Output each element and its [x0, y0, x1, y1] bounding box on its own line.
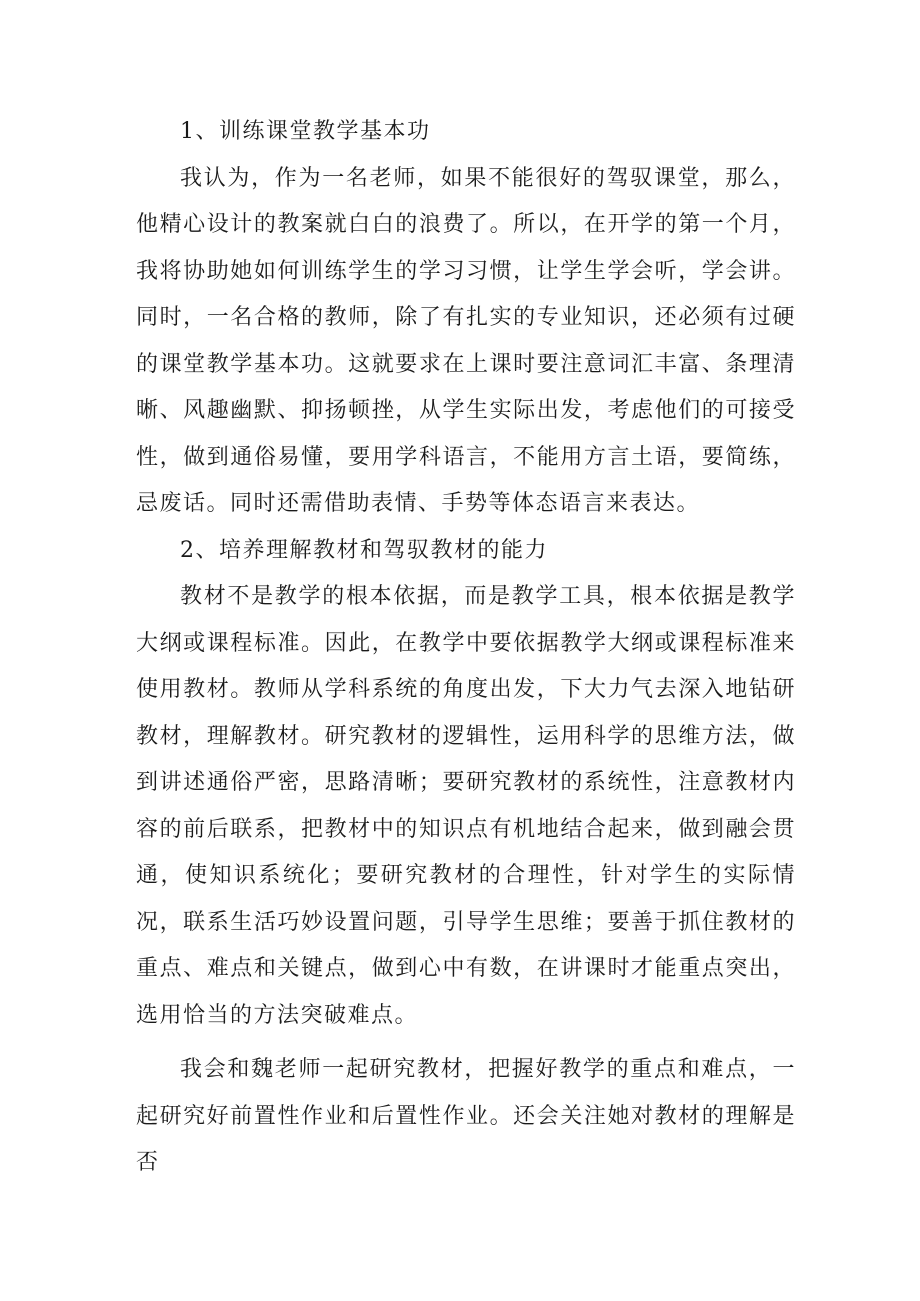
- paragraph-1: 我认为，作为一名老师，如果不能很好的驾驭课堂，那么，他精心设计的教案就白白的浪费了。所以，在开学的第一个月，我将协助她如何训练学生的学习习惯，让学生学会听，学会讲。同时，一名合格的教师，除了有扎实的专业知识，还必须有过硬的课堂教学基本功。这就要求在上课时要注意词汇丰富、条理清晰、风趣幽默、抑扬顿挫，从学生实际出发，考虑他们的可接受性，做到通俗易懂，要用学科语言，不能用方言土语，要简练，忌废话。同时还需借助表情、手势等体态语言来表达。: [136, 165, 796, 516]
- section-heading-2: 2、培养理解教材和驾驭教材的能力: [180, 537, 548, 563]
- document-body: [136, 109, 796, 1187]
- paragraph-3: 我会和魏老师一起研究教材，把握好教学的重点和难点，一起研究好前置性作业和后置性作业。还会关注她对教材的理解是否: [136, 1057, 796, 1175]
- section-heading-1: 1、训练课堂教学基本功: [180, 119, 431, 144]
- paragraph-2: 教材不是教学的根本依据，而是教学工具，根本依据是教学大纲或课程标准。因此，在教学中要依据教学大纲或课程标准来使用教材。教师从学科系统的角度出发，下大力气去深入地钻研教材，理解教材。研究教材的逻辑性，运用科学的思维方法，做到讲述通俗严密，思路清晰；要研究教材的系统性，注意教材内容的前后联系，把教材中的知识点有机地结合起来，做到融会贯通，使知识系统化；要研究教材的合理性，针对学生的实际情况，联系生活巧妙设置问题，引导学生思维；要善于抓住教材的重点、难点和关键点，做到心中有数，在讲课时才能重点突出，选用恰当的方法突破难点。: [136, 584, 796, 1028]
